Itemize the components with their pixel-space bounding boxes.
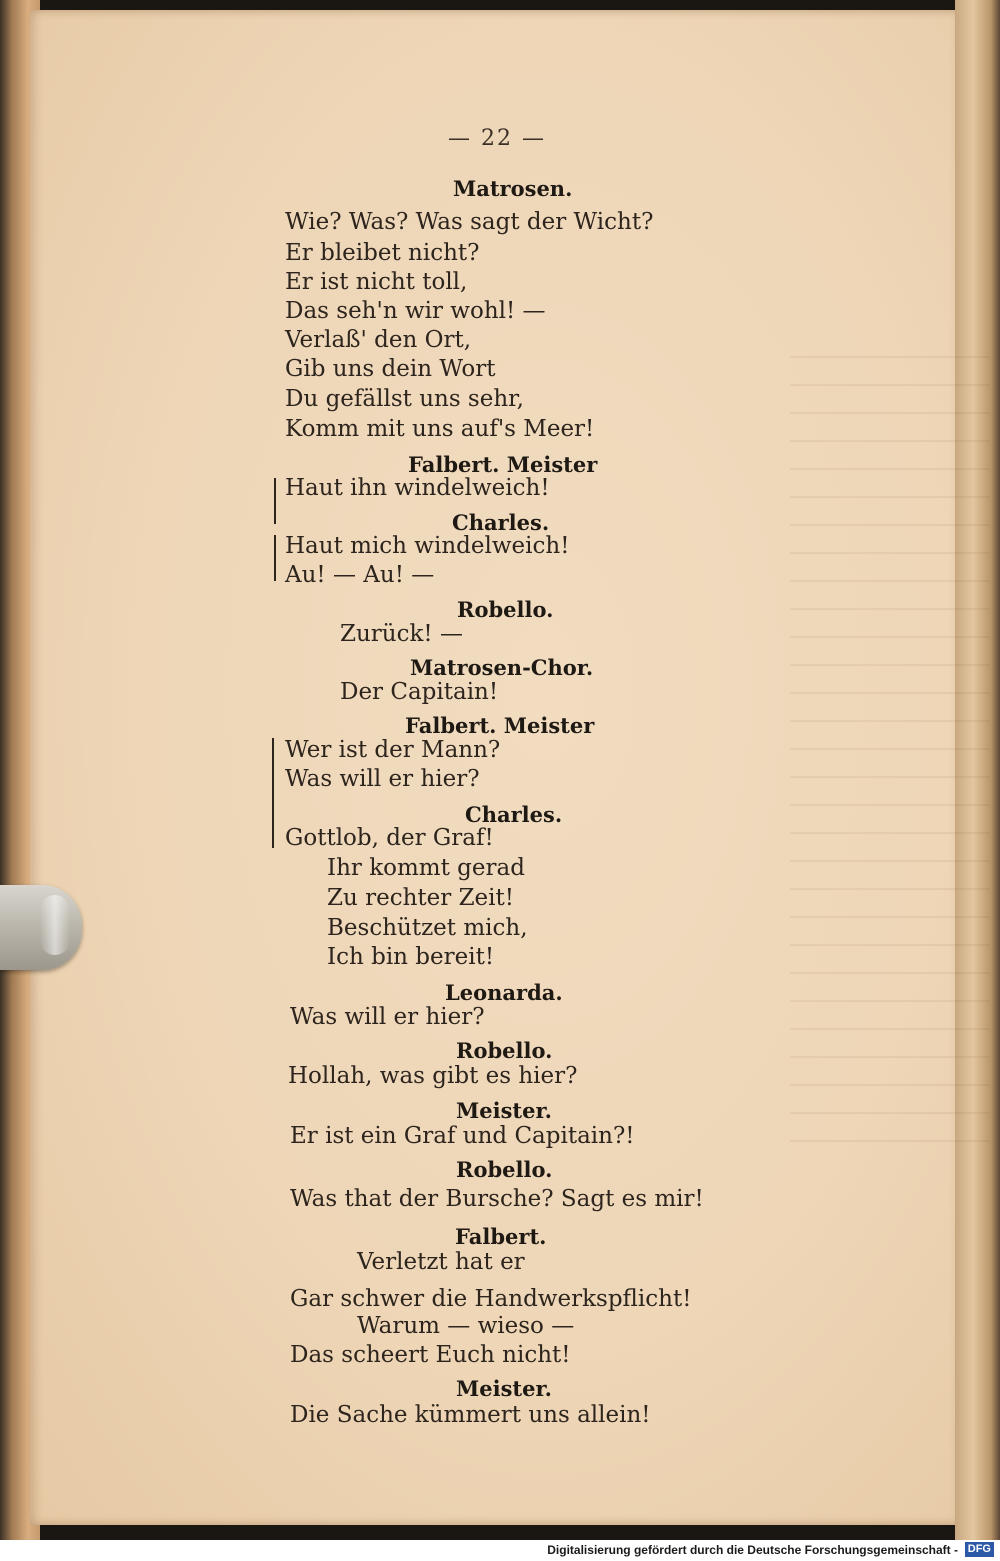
verse-line: Verletzt hat er bbox=[357, 1249, 525, 1275]
speaker-label: Robello. bbox=[456, 1038, 553, 1063]
verse-line: Gib uns dein Wort bbox=[285, 356, 496, 382]
speaker-label: Matrosen-Chor. bbox=[410, 655, 594, 680]
verse-line: Er ist ein Graf und Capitain?! bbox=[290, 1123, 635, 1149]
dfg-logo: DFG bbox=[965, 1542, 994, 1557]
verse-line: Zu rechter Zeit! bbox=[327, 885, 514, 911]
page-number: — 22 — bbox=[448, 126, 546, 151]
clip-shine bbox=[40, 895, 70, 955]
speaker-label: Robello. bbox=[456, 1157, 553, 1182]
verse-line: Was will er hier? bbox=[285, 766, 480, 792]
verse-line: Wer ist der Mann? bbox=[285, 737, 501, 763]
verse-line: Zurück! — bbox=[340, 621, 463, 647]
verse-line: Was will er hier? bbox=[290, 1004, 485, 1030]
speaker-label: Meister. bbox=[456, 1376, 552, 1401]
show-through bbox=[790, 330, 990, 1150]
verse-line: Warum — wieso — bbox=[357, 1313, 575, 1339]
page-clip bbox=[0, 885, 82, 970]
footer-bar bbox=[0, 1540, 1000, 1561]
verse-line: Au! — Au! — bbox=[285, 562, 435, 588]
verse-line: Was that der Bursche? Sagt es mir! bbox=[290, 1186, 704, 1212]
speaker-label: Meister. bbox=[456, 1098, 552, 1123]
verse-line: Ich bin bereit! bbox=[327, 944, 495, 970]
speaker-label: Charles. bbox=[452, 510, 550, 535]
verse-line: Er ist nicht toll, bbox=[285, 269, 468, 295]
verse-line: Er bleibet nicht? bbox=[285, 240, 480, 266]
speaker-label: Matrosen. bbox=[453, 176, 573, 201]
verse-line: Verlaß' den Ort, bbox=[285, 327, 472, 353]
verse-line: Haut mich windelweich! bbox=[285, 533, 570, 559]
verse-line: Du gefällst uns sehr, bbox=[285, 386, 524, 412]
verse-line: Das scheert Euch nicht! bbox=[290, 1342, 571, 1368]
funding-note: Digitalisierung gefördert durch die Deutsche Forschungsgemeinschaft - bbox=[547, 1543, 958, 1557]
verse-line: Wie? Was? Was sagt der Wicht? bbox=[285, 209, 654, 235]
speaker-label: Robello. bbox=[457, 597, 554, 622]
verse-line: Die Sache kümmert uns allein! bbox=[290, 1402, 651, 1428]
speaker-label: Falbert. Meister bbox=[405, 713, 595, 738]
verse-line: Hollah, was gibt es hier? bbox=[288, 1063, 578, 1089]
verse-line: Komm mit uns auf's Meer! bbox=[285, 416, 595, 442]
speaker-label: Charles. bbox=[465, 802, 563, 827]
verse-line: Ihr kommt gerad bbox=[327, 855, 525, 881]
speaker-label: Falbert. Meister bbox=[408, 452, 598, 477]
speaker-label: Falbert. bbox=[455, 1224, 547, 1249]
verse-line: Beschützet mich, bbox=[327, 915, 528, 941]
verse-line: Der Capitain! bbox=[340, 679, 499, 705]
brace-bracket bbox=[274, 535, 276, 581]
brace-bracket bbox=[272, 738, 274, 848]
verse-line: Das seh'n wir wohl! — bbox=[285, 298, 546, 324]
verse-line: Gar schwer die Handwerkspflicht! bbox=[290, 1286, 692, 1312]
speaker-label: Leonarda. bbox=[445, 980, 563, 1005]
verse-line: Haut ihn windelweich! bbox=[285, 475, 550, 501]
verse-line: Gottlob, der Graf! bbox=[285, 825, 494, 851]
brace-bracket bbox=[274, 478, 276, 524]
